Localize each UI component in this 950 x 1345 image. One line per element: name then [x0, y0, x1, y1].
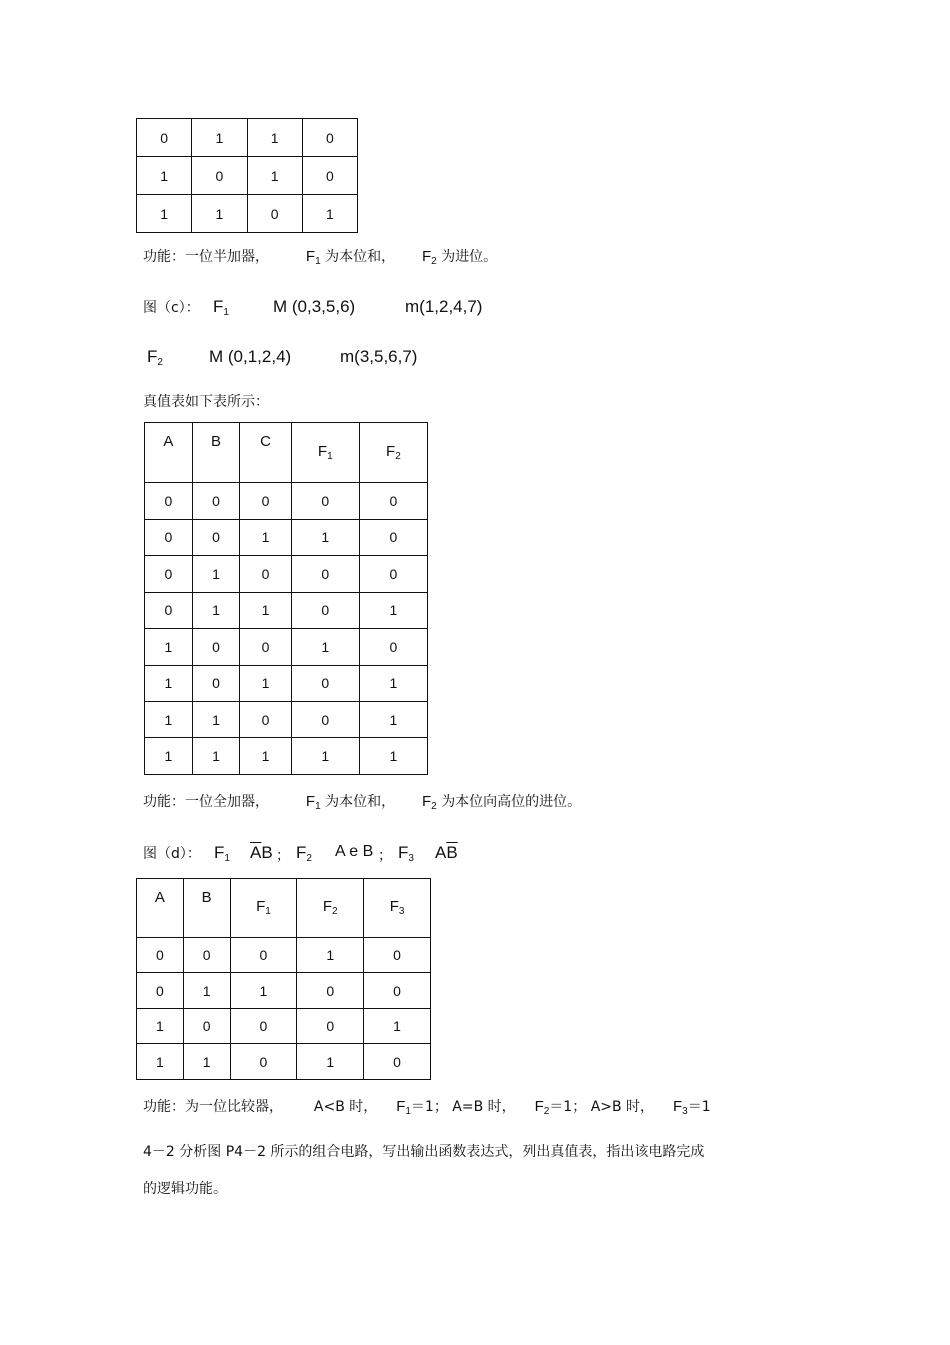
function-d-cond2: A=B 时， — [452, 1099, 516, 1115]
table-c-cell: 1 — [291, 738, 359, 775]
table-c-row — [145, 556, 428, 592]
fig-d-label: 图（d）： — [143, 846, 201, 862]
table-c-cell: 0 — [359, 556, 427, 592]
table-c-cell: 1 — [192, 702, 240, 738]
table-b-cell: 1 — [192, 119, 247, 157]
function-b-prefix: 功能：一位半加器， — [143, 249, 269, 265]
table-b-cell: 0 — [137, 119, 192, 157]
function-b-f1: $F_1$ — [305, 248, 321, 267]
table-d-cell: 0 — [297, 973, 364, 1009]
table-d-row — [137, 1044, 431, 1080]
table-c-cell: 0 — [240, 483, 291, 519]
table-c-cell: 0 — [145, 483, 193, 519]
table-c-row — [145, 665, 428, 701]
table-c-header-cell: C — [240, 423, 291, 483]
table-c-header-cell: $F_2$ — [359, 423, 427, 483]
table-c-row — [145, 483, 428, 519]
fig-c-f1-minterms: m(1,2,4,7) — [405, 297, 483, 316]
table-c-header-row — [145, 423, 428, 483]
table-b-cell: 1 — [302, 195, 357, 233]
table-c-cell: 1 — [291, 629, 359, 665]
table-c-cell: 0 — [145, 592, 193, 628]
table-c-row — [145, 702, 428, 738]
table-d-cell: 0 — [364, 1044, 431, 1080]
fig-c-label: 图（c）： — [143, 300, 200, 316]
table-d-cell: 0 — [230, 1044, 297, 1080]
table-d-cell: 1 — [230, 973, 297, 1009]
table-d-cell: 0 — [137, 973, 184, 1009]
table-c-cell: 1 — [145, 629, 193, 665]
table-b-cell: 1 — [247, 157, 302, 195]
table-c-cell: 1 — [359, 702, 427, 738]
table-c-cell: 1 — [240, 665, 291, 701]
table-c-cell: 0 — [291, 702, 359, 738]
function-d-f2: $F_2$ — [534, 1098, 550, 1117]
function-d-f3-eq: ＝1 — [687, 1099, 711, 1115]
problem-line-1: 4－2 分析图 P4－2 所示的组合电路，写出输出函数表达式，列出真值表，指出该电路完成 — [143, 1144, 705, 1160]
fig-d-f2-expr: A e B — [335, 843, 374, 860]
table-d-cell: 0 — [364, 973, 431, 1009]
table-c-cell: 1 — [145, 665, 193, 701]
table-d-cell: 1 — [137, 1044, 184, 1080]
table-c-cell: 0 — [192, 519, 240, 555]
table-c-cell: 1 — [192, 738, 240, 775]
fig-d-f3-expr: $A\overline{B}$ — [435, 843, 458, 862]
table-c-cell: 0 — [291, 665, 359, 701]
table-d-row — [137, 973, 431, 1009]
table-c-cell: 0 — [192, 629, 240, 665]
table-b-cell: 1 — [137, 157, 192, 195]
table-c-cell: 0 — [240, 702, 291, 738]
table-d-cell: 1 — [364, 1008, 431, 1044]
function-d-f1: $F_1$ — [396, 1098, 411, 1117]
problem-line-2: 的逻辑功能。 — [143, 1181, 227, 1197]
table-c-cell: 0 — [240, 629, 291, 665]
table-c-cell: 0 — [291, 592, 359, 628]
table-b-row — [137, 195, 358, 233]
truth-table-c — [144, 422, 428, 775]
fig-d-f3: $F_3$ — [398, 843, 414, 864]
table-d-cell: 0 — [137, 937, 184, 973]
table-c-cell: 0 — [192, 665, 240, 701]
table-d-cell: 0 — [297, 1008, 364, 1044]
table-d-cell: 0 — [183, 937, 230, 973]
table-c-cell: 1 — [359, 665, 427, 701]
function-d-f3: $F_3$ — [672, 1098, 688, 1117]
table-d-row — [137, 937, 431, 973]
function-b-f2: $F_2$ — [422, 248, 437, 267]
table-c-cell: 0 — [359, 629, 427, 665]
table-c-cell: 0 — [192, 483, 240, 519]
function-c-f2: $F_2$ — [422, 793, 437, 812]
table-d-header-row — [137, 879, 431, 938]
table-d-header-cell: $F_2$ — [297, 879, 364, 938]
truth-table-d — [136, 878, 431, 1080]
table-c-cell: 1 — [359, 592, 427, 628]
table-c-cell: 1 — [192, 592, 240, 628]
table-c-cell: 1 — [240, 592, 291, 628]
function-b — [143, 246, 497, 267]
fig-d-f2: $F_2$ — [296, 843, 312, 864]
table-d-cell: 1 — [183, 1044, 230, 1080]
table-b-cell: 0 — [302, 119, 357, 157]
table-c-row — [145, 592, 428, 628]
truth-table-b — [136, 118, 358, 233]
table-c-cell: 1 — [145, 738, 193, 775]
table-b-row — [137, 119, 358, 157]
table-b-cell: 1 — [192, 195, 247, 233]
table-b-cell: 0 — [302, 157, 357, 195]
function-d-cond1: A<B 时， — [313, 1099, 378, 1115]
fig-d-sep1: ； — [276, 848, 290, 864]
function-b-f2-text: 为进位。 — [441, 249, 498, 265]
function-c — [143, 791, 581, 812]
table-b-cell: 0 — [247, 195, 302, 233]
function-d-f2-eq: ＝1； — [549, 1099, 587, 1115]
fig-c-f2: $F_2$ — [147, 347, 163, 368]
table-c-cell: 0 — [291, 483, 359, 519]
table-d-header-cell: A — [137, 879, 184, 938]
table-d-header-cell: $F_3$ — [364, 879, 431, 938]
table-c-cell: 0 — [291, 556, 359, 592]
table-d-cell: 1 — [297, 937, 364, 973]
table-c-cell: 0 — [145, 556, 193, 592]
table-b-row — [137, 157, 358, 195]
table-c-header-cell: $F_1$ — [291, 423, 359, 483]
fig-d-f1-expr: $\overline{A}B$ — [250, 843, 273, 862]
table-b-cell: 1 — [137, 195, 192, 233]
table-d-cell: 0 — [364, 937, 431, 973]
table-c-cell: 0 — [145, 519, 193, 555]
function-d-cond3: A>B 时， — [590, 1099, 655, 1115]
truth-table-intro: 真值表如下表所示： — [143, 394, 269, 410]
table-c-header-cell: B — [192, 423, 240, 483]
fig-c-f1: $F_1$ — [213, 297, 229, 318]
table-d-cell: 0 — [230, 1008, 297, 1044]
table-d-cell: 0 — [183, 1008, 230, 1044]
function-d — [143, 1096, 711, 1117]
fig-c-f1-maxterms: M (0,3,5,6) — [273, 297, 356, 316]
table-c-row — [145, 629, 428, 665]
table-c-cell: 1 — [192, 556, 240, 592]
table-d-cell: 0 — [230, 937, 297, 973]
table-c-cell: 1 — [359, 738, 427, 775]
table-c-row — [145, 519, 428, 555]
function-c-f1: $F_1$ — [305, 793, 321, 812]
fig-d-sep2: ； — [378, 848, 392, 864]
table-d-cell: 1 — [137, 1008, 184, 1044]
table-d-cell: 1 — [183, 973, 230, 1009]
fig-c-f2-minterms: m(3,5,6,7) — [340, 347, 418, 366]
table-c-cell: 1 — [240, 519, 291, 555]
table-c-cell: 0 — [240, 556, 291, 592]
table-c-row — [145, 738, 428, 775]
function-c-f1-text: 为本位和， — [325, 794, 396, 810]
table-c-header-cell: A — [145, 423, 193, 483]
table-b-cell: 0 — [192, 157, 247, 195]
table-c-cell: 0 — [359, 483, 427, 519]
table-d-cell: 1 — [297, 1044, 364, 1080]
function-c-prefix: 功能：一位全加器， — [143, 794, 269, 810]
table-c-cell: 1 — [145, 702, 193, 738]
fig-d-f1: $F_1$ — [214, 843, 230, 864]
function-d-prefix: 功能：为一位比较器， — [143, 1099, 283, 1115]
table-d-row — [137, 1008, 431, 1044]
table-c-cell: 1 — [240, 738, 291, 775]
table-c-cell: 1 — [291, 519, 359, 555]
table-b-cell: 1 — [247, 119, 302, 157]
table-c-cell: 0 — [359, 519, 427, 555]
function-b-f1-text: 为本位和， — [325, 249, 396, 265]
table-d-header-cell: B — [183, 879, 230, 938]
function-c-f2-text: 为本位向高位的进位。 — [441, 794, 582, 810]
table-d-header-cell: $F_1$ — [230, 879, 297, 938]
fig-c-f2-maxterms: M (0,1,2,4) — [209, 347, 292, 366]
function-d-f1-eq: ＝1； — [410, 1099, 448, 1115]
